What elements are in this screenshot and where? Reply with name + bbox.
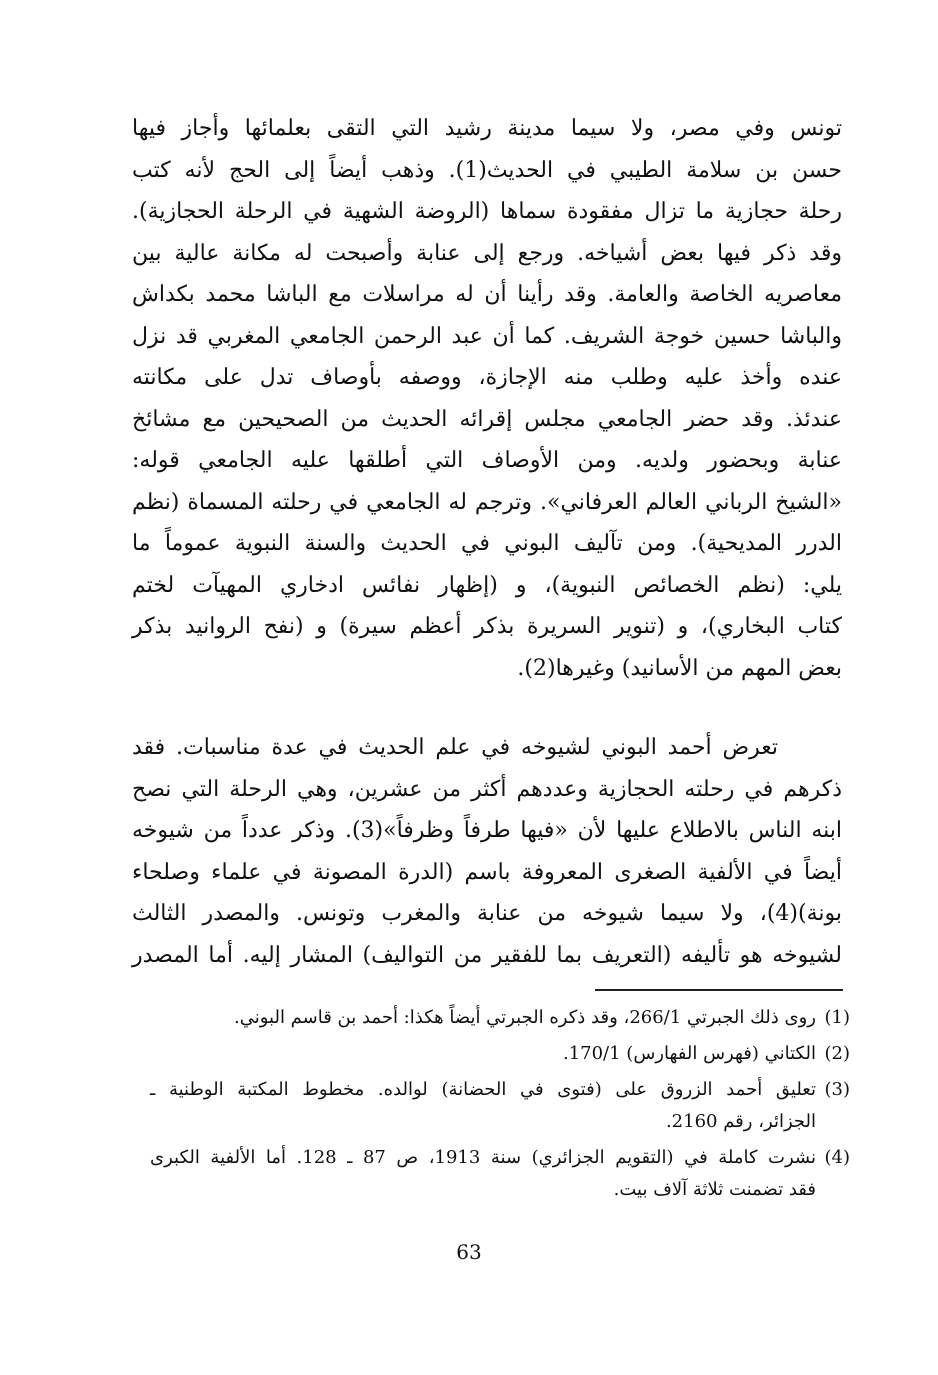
footnote-3 — [150, 1074, 850, 1138]
paragraph-line: بونة)(4)، ولا سيما شيوخه من عنابة والمغرب وتونس. والمصدر الثالث — [132, 901, 842, 926]
paragraph-line: كتاب البخاري)، و (تنوير السريرة بذكر أعظم سيرة) و (نفح الروانيد بذكر — [132, 614, 842, 639]
paragraph-line: لشيوخه هو تأليفه (التعريف بما للفقير من التواليف) المشار إليه. أما المصدر — [132, 942, 842, 968]
footnote-number: (2) — [824, 1043, 850, 1064]
footnote-2 — [150, 1038, 850, 1070]
footnote-number: (3) — [824, 1079, 850, 1100]
footnotes — [150, 1002, 850, 1210]
footnote-number: (4) — [824, 1147, 850, 1168]
paragraph-line: بعض المهم من الأسانيد) وغيرها(2). — [517, 655, 842, 681]
page-number: 63 — [456, 1240, 482, 1264]
paragraph-line: رحلة حجازية ما تزال مفقودة سماها (الروضة الشهية في الرحلة الحجازية). — [132, 199, 842, 224]
paragraph-line: أيضاً في الألفية الصغرى المعروفة باسم (الدرة المصونة في علماء وصلحاء — [132, 859, 842, 885]
paragraph-line: تونس وفي مصر، ولا سيما مدينة رشيد التي التقى بعلمائها وأجاز فيها — [132, 116, 842, 141]
paragraph-line: وقد ذكر فيها بعض أشياخه. ورجع إلى عنابة وأصبحت له مكانة عالية بين — [132, 240, 842, 266]
paragraph-line: ذكرهم في رحلته الحجازية وعددهم أكثر من عشرين، وهي الرحلة التي نصح — [132, 776, 842, 802]
footnote-divider — [595, 989, 843, 991]
paragraph-line: معاصريه الخاصة والعامة. وقد رأينا أن له مراسلات مع الباشا محمد بكداش — [132, 282, 842, 307]
paragraph-line: حسن بن سلامة الطيبي في الحديث(1). وذهب أيضاً إلى الحج لأنه كتب — [132, 157, 842, 183]
footnote-text: روى ذلك الجبرتي 266/1، وقد ذكره الجبرتي أيضاً هكذا: أحمد بن قاسم البوني. — [234, 1007, 816, 1028]
paragraph-line: والباشا حسين خوجة الشريف. كما أن عبد الرحمن الجامعي المغربي قد نزل — [132, 323, 842, 349]
paragraph-line: «الشيخ الرباني العالم العرفاني». وترجم له الجامعي في رحلته المسماة (نظم — [132, 489, 842, 515]
paragraph-line: عندئذ. وقد حضر الجامعي مجلس إقرائه الحديث من الصحيحين مع مشائخ — [132, 406, 842, 432]
footnote-text: تعليق أحمد الزروق على (فتوى في الحضانة) لوالده. مخطوط المكتبة الوطنية ـ — [150, 1079, 816, 1100]
paragraph-line: تعرض أحمد البوني لشيوخه في علم الحديث في عدة مناسبات. فقد — [132, 735, 778, 760]
paragraph-1 — [132, 108, 842, 689]
footnote-1 — [150, 1002, 850, 1034]
footnote-number: (1) — [824, 1007, 850, 1028]
paragraph-line: عنده وأخذ عليه وطلب منه الإجازة، ووصفه بأوصاف تدل على مكانته — [132, 365, 842, 390]
footnote-text: فقد تضمنت ثلاثة آلاف بيت. — [613, 1179, 816, 1200]
paragraph-line: ابنه الناس بالاطلاع عليها لأن «فيها طرفاً وظرفاً»(3). وذكر عدداً من شيوخه — [132, 818, 842, 843]
paragraph-2 — [132, 727, 842, 976]
footnote-text: الكتاني (فهرس الفهارس) 170/1. — [562, 1043, 816, 1064]
footnote-text: نشرت كاملة في (التقويم الجزائري) سنة 1913، ص 87 ـ 128. أما الألفية الكبرى — [150, 1147, 816, 1168]
footnote-4 — [150, 1142, 850, 1206]
paragraph-line: عنابة وبحضور ولديه. ومن الأوصاف التي أطلقها عليه الجامعي قوله: — [132, 448, 842, 473]
paragraph-line: الدرر المديحية). ومن تآليف البوني في الحديث والسنة النبوية عموماً ما — [132, 531, 842, 556]
paragraph-line: يلي: (نظم الخصائص النبوية)، و (إظهار نفائس ادخاري المهيآت لختم — [132, 572, 842, 598]
footnote-text: الجزائر، رقم 2160. — [665, 1111, 816, 1132]
